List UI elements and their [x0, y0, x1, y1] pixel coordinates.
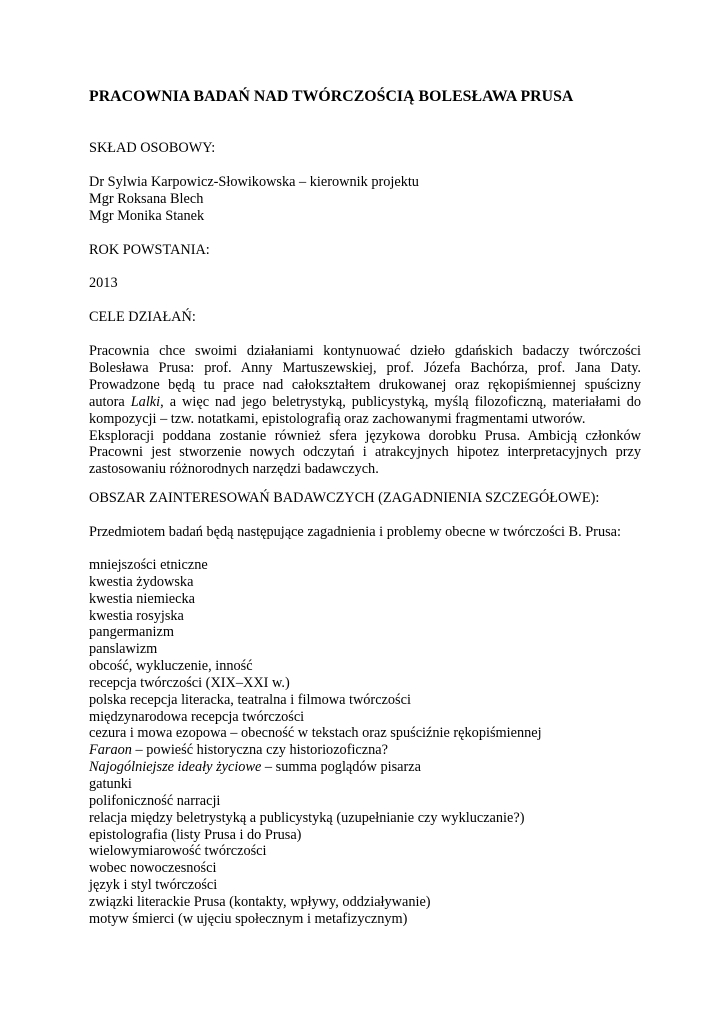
staff-member: Mgr Roksana Blech	[89, 191, 204, 207]
list-item: międzynarodowa recepcja twórczości	[89, 708, 305, 725]
goals-line: autora Lalki, a więc nad jego beletrystyką, publicystyką, myślą filozoficzną, materiałami do	[89, 393, 641, 410]
list-item: język i styl twórczości	[89, 877, 218, 894]
list-item: relacja między beletrystyką a publicystyką (uzupełnianie czy wykluczanie?)	[89, 809, 525, 826]
list-item: pangermanizm	[89, 624, 174, 641]
list-item: Faraon – powieść historyczna czy historiozoficzna?	[89, 742, 388, 759]
research-intro: Przedmiotem badań będą następujące zagadnienia i problemy obecne w twórczości B. Prusa:	[89, 524, 621, 540]
list-item: motyw śmierci (w ujęciu społecznym i metafizycznym)	[89, 910, 408, 927]
research-heading: OBSZAR ZAINTERESOWAŃ BADAWCZYCH (ZAGADNIENIA SZCZEGÓŁOWE):	[89, 490, 600, 506]
staff-member: Dr Sylwia Karpowicz-Słowikowska – kierownik projektu	[89, 174, 419, 190]
list-item: epistolografia (listy Prusa i do Prusa)	[89, 826, 302, 843]
list-item: cezura i mowa ezopowa – obecność w tekstach oraz spuściźnie rękopiśmiennej	[89, 725, 542, 742]
topics-list	[89, 557, 542, 928]
goals-heading: CELE DZIAŁAŃ:	[89, 309, 196, 325]
list-item: związki literackie Prusa (kontakty, wpływy, oddziaływanie)	[89, 893, 431, 910]
list-item: polska recepcja literacka, teatralna i filmowa twórczości	[89, 691, 411, 708]
list-item: Najogólniejsze ideały życiowe – summa poglądów pisarza	[89, 759, 421, 776]
list-item: kwestia żydowska	[89, 573, 194, 590]
list-item: recepcja twórczości (XIX–XXI w.)	[89, 674, 290, 691]
list-item: kwestia rosyjska	[89, 607, 184, 624]
list-item: wielowymiarowość twórczości	[89, 843, 267, 860]
list-item: gatunki	[89, 775, 132, 792]
founded-heading: ROK POWSTANIA:	[89, 242, 210, 258]
goals-line: zastosowaniu różnorodnych narzędzi badawczych.	[89, 461, 379, 478]
founded-year: 2013	[89, 275, 118, 291]
list-item: panslawizm	[89, 641, 158, 658]
goals-line: Pracowni jest stworzenie nowych odczytań i atrakcyjnych hipotez interpretacyjnych przy	[89, 444, 641, 461]
goals-line: Eksploracji poddana zostanie również sfera językowa dorobku Prusa. Ambicją członków	[89, 427, 641, 444]
staff-heading: SKŁAD OSOBOWY:	[89, 140, 216, 156]
page-title: PRACOWNIA BADAŃ NAD TWÓRCZOŚCIĄ BOLESŁAWA PRUSA	[89, 88, 574, 105]
list-item: kwestia niemiecka	[89, 590, 195, 607]
goals-paragraph	[89, 343, 641, 478]
goals-line: Pracownia chce swoimi działaniami kontynuować dzieło gdańskich badaczy twórczości	[89, 343, 641, 359]
staff-member: Mgr Monika Stanek	[89, 208, 205, 224]
goals-line: Bolesława Prusa: prof. Anny Martuszewskiej, prof. Józefa Bachórza, prof. Jana Daty.	[89, 359, 641, 376]
list-item: obcość, wykluczenie, inność	[89, 658, 253, 675]
list-item: wobec nowoczesności	[89, 860, 217, 877]
list-item: polifoniczność narracji	[89, 792, 221, 809]
goals-line: Prowadzone będą tu prace nad całokształtem drukowanej oraz rękopiśmiennej spuścizny	[89, 376, 641, 393]
goals-line: kompozycji – tzw. notatkami, epistolografią oraz zachowanymi fragmentami utworów.	[89, 410, 586, 427]
list-item: mniejszości etniczne	[89, 557, 208, 573]
